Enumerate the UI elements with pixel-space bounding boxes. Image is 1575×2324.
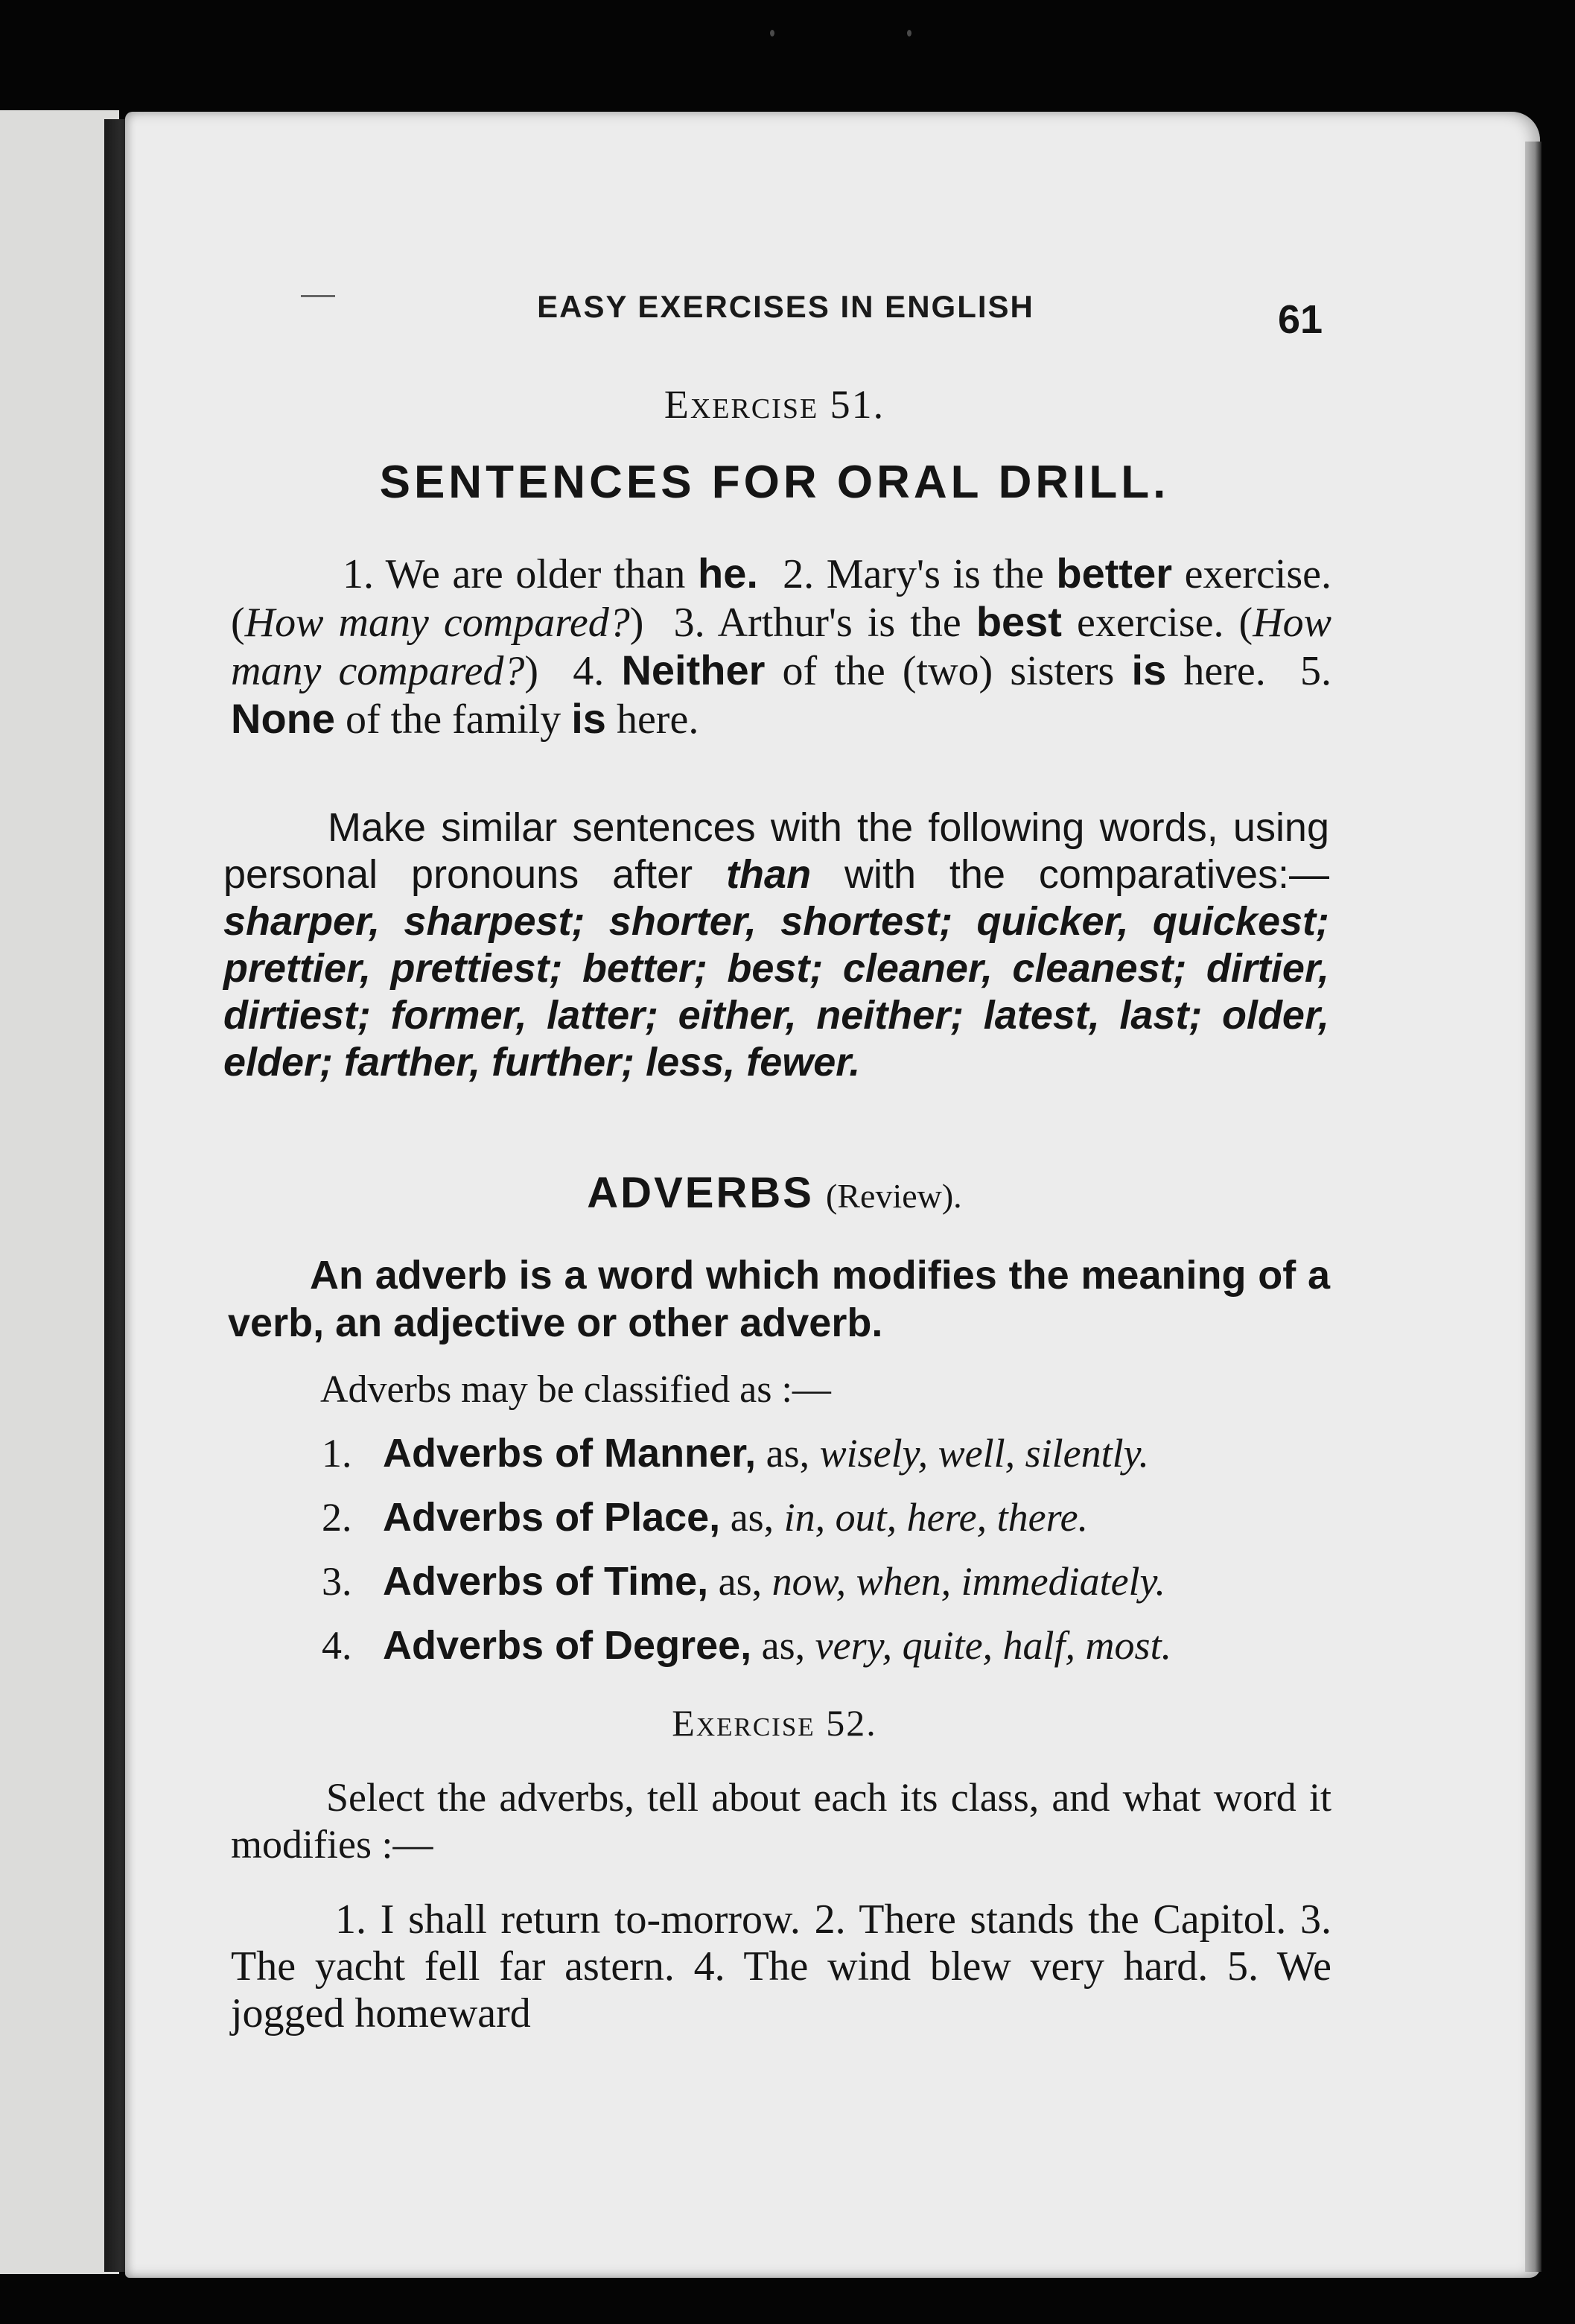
adverb-class-degree: 4. Adverbs of Degree, as, very, quite, half, most. <box>322 1623 1172 1668</box>
facing-page-edge <box>0 110 119 2274</box>
classified-intro: Adverbs may be classified as :— <box>320 1368 831 1411</box>
oral-drill-heading: SENTENCES FOR ORAL DRILL. <box>379 457 1170 508</box>
exercise-52-instruction: Select the adverbs, tell about each its class, and what word it modifies :— <box>231 1775 1331 1867</box>
exercise-52-title: Exercise 52. <box>672 1702 877 1744</box>
exercise-51-title: Exercise 51. <box>664 382 885 427</box>
exercise-51-sentences: 1. We are older than he. 2. Mary's is the better exercise. (How many compared?) 3. Arthur's is the best exercise. (How many compared?) 4. Neither of the (two) sisters is here. 5. None of the family is here. <box>231 550 1332 743</box>
adverb-definition: An adverb is a word which modifies the meaning of a verb, an adjective or other adverb. <box>228 1253 1330 1345</box>
exercise-51-instruction: Make similar sentences with the following words, using personal pronouns after than with the comparatives:— sharper, sharpest; shorter, shortest; quicker, quickest; prettier, prettiest; better; best; cleaner, cleanest; dirtier, dirtiest; former, latter; either, neither; latest, last; older, elder; farther, further; less, fewer. <box>223 805 1329 1085</box>
page-number: 61 <box>1278 297 1323 342</box>
adverb-class-place: 2. Adverbs of Place, as, in, out, here, there. <box>322 1495 1089 1540</box>
comparative-word-list: sharper, sharpest; shorter, shortest; quicker, quickest; prettier, prettiest; better; best; cleaner, cleanest; dirtier, dirtiest; former, latter; either, neither; latest, last; older, elder; farther, further; less, fewer. <box>223 899 1329 1085</box>
scan-speck <box>907 30 911 36</box>
page-edge-shadow <box>1525 142 1541 2272</box>
scan-speck <box>770 30 774 36</box>
exercise-52-sentences: 1. I shall return to-morrow. 2. There stands the Capitol. 3. The yacht fell far astern. 4. The wind blew very hard. 5. We jogged homeward <box>231 1896 1331 2036</box>
adverb-class-manner: 1. Adverbs of Manner, as, wisely, well, silently. <box>322 1431 1150 1476</box>
running-title: EASY EXERCISES IN ENGLISH <box>537 289 1034 324</box>
adverbs-heading: ADVERBS (Review). <box>587 1169 962 1217</box>
header-rule <box>301 295 335 297</box>
adverb-class-time: 3. Adverbs of Time, as, now, when, immediately. <box>322 1559 1166 1604</box>
